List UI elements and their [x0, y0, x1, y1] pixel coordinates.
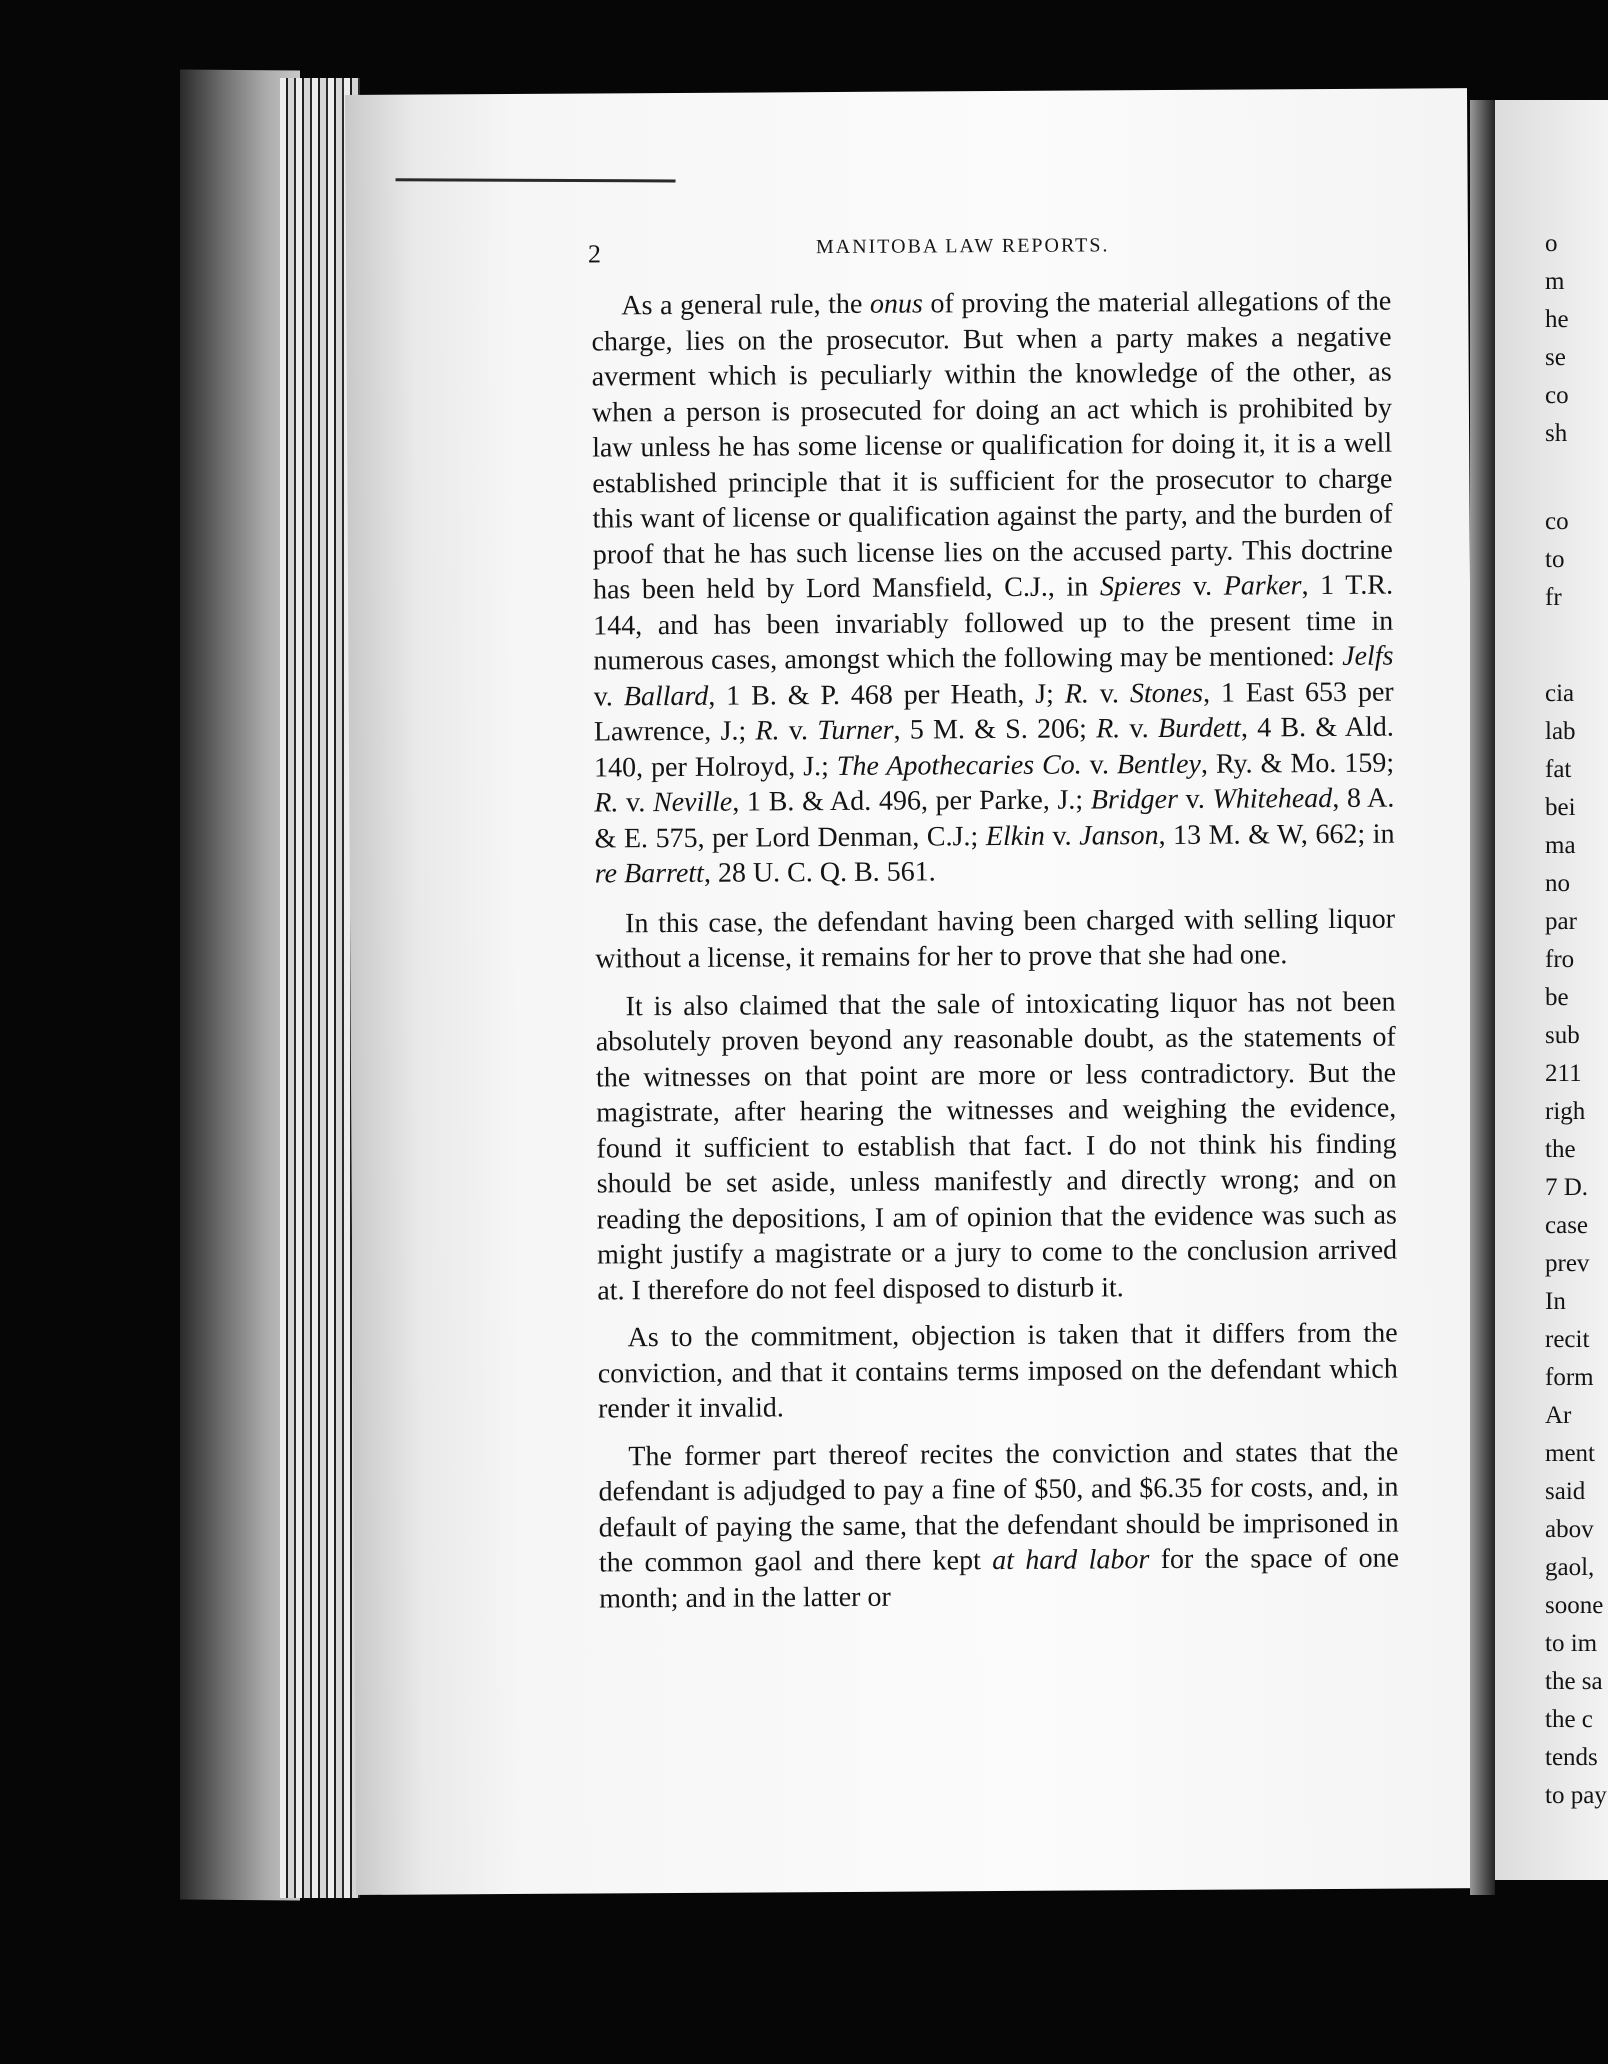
- facing-page-fragment: In: [1545, 1288, 1566, 1315]
- page-number: 2: [587, 239, 602, 269]
- facing-page-gutter: [1470, 100, 1495, 1895]
- facing-page: [1495, 100, 1608, 1880]
- facing-page-fragment: recit: [1545, 1326, 1590, 1353]
- facing-page-fragment: to: [1545, 546, 1565, 573]
- facing-page-fragment: m: [1545, 268, 1565, 295]
- facing-page-fragment: 7 D.: [1545, 1174, 1589, 1201]
- facing-page-fragment: ma: [1545, 832, 1576, 859]
- facing-page-fragment: co: [1545, 382, 1569, 409]
- facing-page-fragment: gaol,: [1545, 1554, 1595, 1581]
- facing-page-fragment: co: [1545, 508, 1569, 535]
- paragraph-onus: As a general rule, the onus of proving the material allegations of the charge, lies on the prosecutor. But when a party makes a negative averment which is peculiarly within the knowledge of the other, as when a person is prosecuted for doing an act which is prohibited by law unless he has some license or qualification for doing it, it is a well established principle that it is sufficient for the prosecutor to charge this want of license or qualification against the party, and the burden of proof that he has such license lies on the accused party. This doctrine has been held by Lord Mansfield, C.J., in Spieres v. Parker, 1 T.R. 144, and has been invariably followed up to the present time in numerous cases, amongst which the following may be mentioned: Jelfs v. Ballard, 1 B. & P. 468 per Heath, J; R. v. Stones, 1 East 653 per Lawrence, J.; R. v. Turner, 5 M. & S. 206; R. v. Burdett, 4 B. & Ald. 140, per Holroyd, J.; The Apothecaries Co. v. Bentley, Ry. & Mo. 159; R. v. Neville, 1 B. & Ad. 496, per Parke, J.; Bridger v. Whitehead, 8 A. & E. 575, per Lord Denman, C.J.; Elkin v. Janson, 13 M. & W, 662; in re Barrett, 28 U. C. Q. B. 561.: [591, 285, 1395, 890]
- facing-page-fragment: sub: [1545, 1022, 1580, 1049]
- facing-page-fragment: the sa: [1545, 1668, 1603, 1695]
- facing-page-fragment: sh: [1545, 420, 1568, 447]
- pencil-rule-mark: [396, 178, 676, 182]
- facing-page-fragment: fr: [1545, 584, 1562, 611]
- facing-page-fragment: soone: [1545, 1592, 1604, 1619]
- facing-page-fragment: the c: [1545, 1706, 1593, 1733]
- paragraph-this-case: In this case, the defendant having been charged with selling liquor without a license, it remains for her to prove that she had one.: [595, 903, 1396, 975]
- facing-page-fragment: cia: [1545, 680, 1575, 707]
- facing-page-fragment: form: [1545, 1364, 1594, 1391]
- facing-page-fragment: se: [1545, 344, 1566, 371]
- facing-page-fragment: abov: [1545, 1516, 1594, 1543]
- facing-page-fragment: be: [1545, 984, 1569, 1011]
- facing-page-fragment: he: [1545, 306, 1569, 333]
- facing-page-fragment: said: [1545, 1478, 1586, 1505]
- facing-page-fragment: par: [1545, 908, 1577, 935]
- facing-page-fragment: o: [1545, 230, 1558, 257]
- facing-page-fragment: no: [1545, 870, 1570, 897]
- facing-page-fragment: ment: [1545, 1440, 1595, 1467]
- facing-page-fragment: bei: [1545, 794, 1576, 821]
- facing-page-fragment: Ar: [1545, 1402, 1572, 1429]
- book-page: [345, 88, 1478, 1895]
- facing-page-fragment: case: [1545, 1212, 1589, 1239]
- facing-page-fragment: the: [1545, 1136, 1576, 1163]
- facing-page-fragment: prev: [1545, 1250, 1590, 1277]
- paragraph-commitment: As to the commitment, objection is taken that it differs from the conviction, and that it contains terms imposed on the defendant which render it invalid.: [597, 1317, 1398, 1425]
- facing-page-fragment: to im: [1545, 1630, 1598, 1657]
- body-text: [591, 284, 1399, 1629]
- facing-page-fragment: tends: [1545, 1744, 1598, 1771]
- paragraph-former-part: The former part thereof recites the conviction and states that the defendant is adjudged to pay a fine of $50, and $6.35 for costs, and, in default of paying the same, that the defendant should be imprisoned in the common gaol and there kept at hard labor for the space of one month; and in the latter or: [598, 1436, 1400, 1614]
- facing-page-fragment: lab: [1545, 718, 1576, 745]
- facing-page-fragment: fat: [1545, 756, 1572, 783]
- facing-page-fragment: righ: [1545, 1098, 1586, 1125]
- facing-page-fragment: to pay: [1545, 1782, 1607, 1809]
- running-head: MANITOBA LAW REPORTS.: [815, 234, 1110, 259]
- facing-page-fragment: fro: [1545, 946, 1575, 973]
- paragraph-sale-proven: It is also claimed that the sale of intoxicating liquor has not been absolutely proven beyond any reasonable doubt, as the statements of the witnesses on that point are more or less contradictory. But the magistrate, after hearing the witnesses and weighing the evidence, found it sufficient to establish that fact. I do not think his finding should be set aside, unless manifestly and directly wrong; and on reading the depositions, I am of opinion that the evidence was such as might justify a magistrate or a jury to come to the conclusion arrived at. I therefore do not feel disposed to disturb it.: [595, 986, 1398, 1306]
- facing-page-fragment: 211: [1545, 1060, 1582, 1087]
